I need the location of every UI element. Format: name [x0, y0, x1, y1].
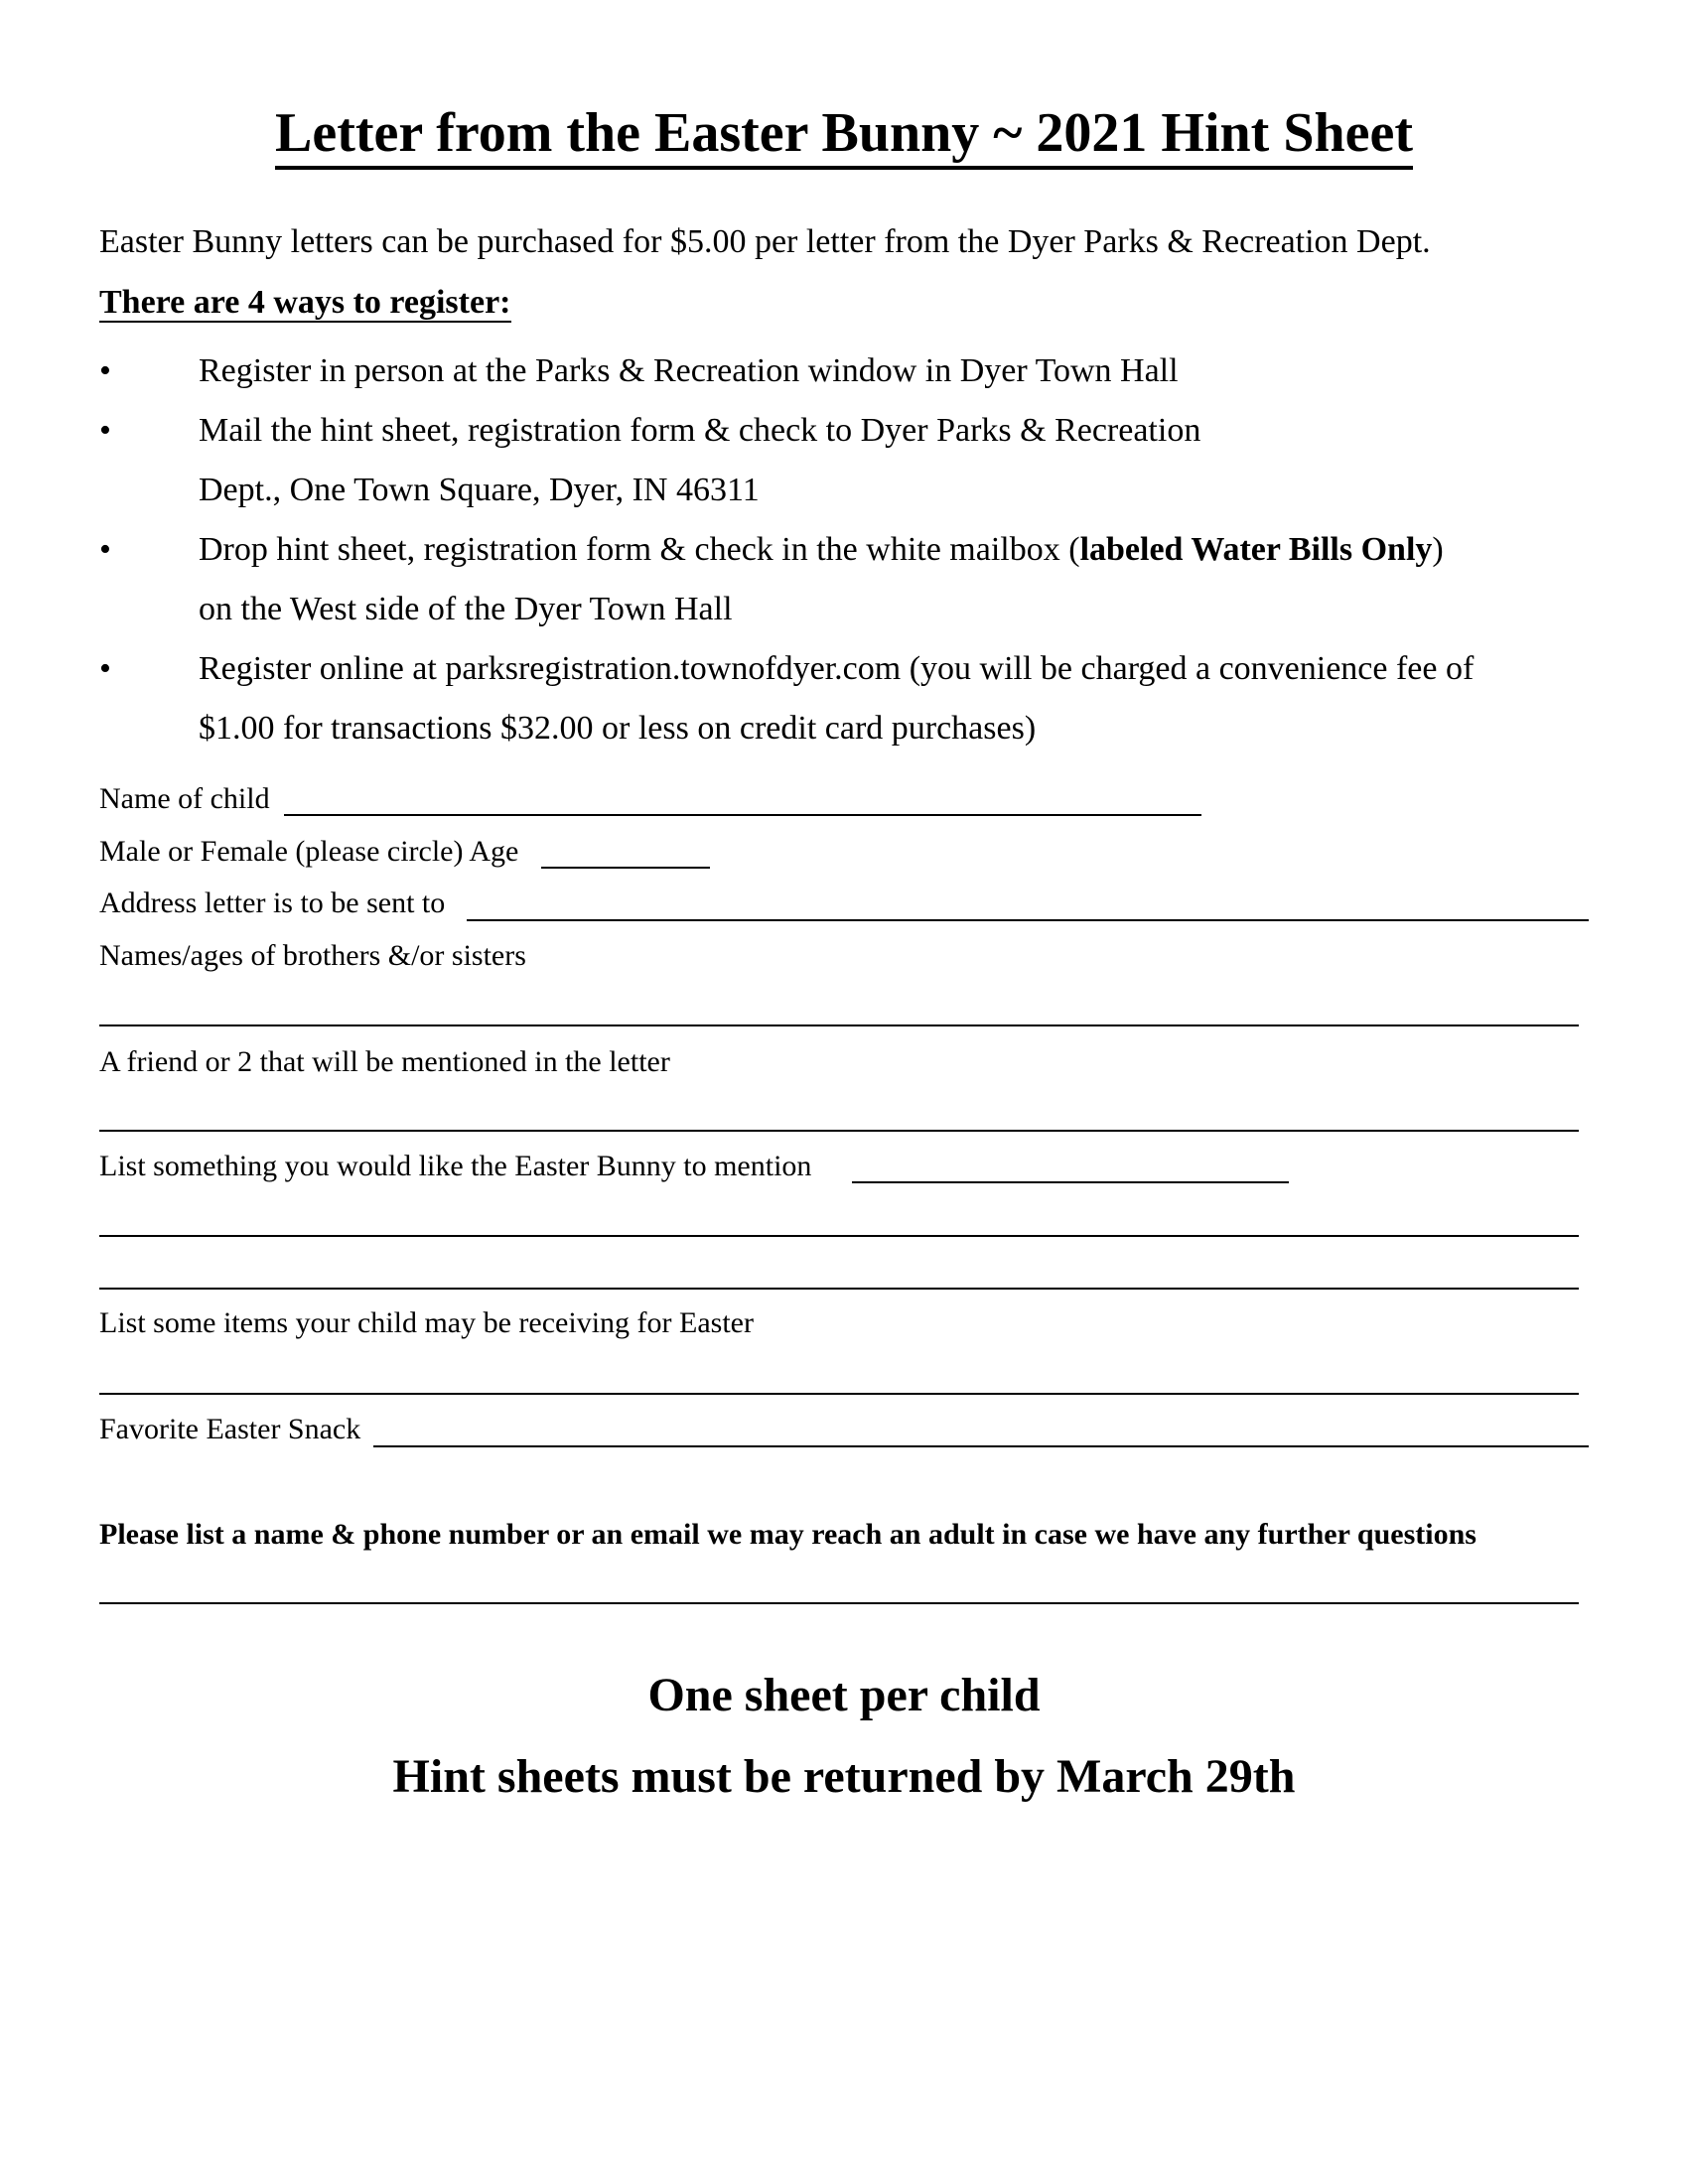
- friends-line[interactable]: [99, 1130, 1579, 1132]
- way-item-online: [99, 639, 1589, 758]
- age-line[interactable]: [541, 867, 710, 869]
- contact-prompt: Please list a name & phone number or an email we may reach an adult in case we have any further questions: [99, 1518, 1477, 1551]
- way-text-line1: Mail the hint sheet, registration form & check to Dyer Parks & Recreation: [199, 412, 1201, 449]
- address-line[interactable]: [467, 919, 1589, 921]
- page-title-text: Letter from the Easter Bunny ~ 2021 Hint Sheet: [275, 102, 1413, 170]
- way-text-part: ): [1432, 531, 1444, 568]
- page-title: [0, 97, 1688, 169]
- way-text-line1: Register online at parksregistration.townofdyer.com (you will be charged a convenience fee of: [199, 650, 1475, 687]
- items-label: List some items your child may be receiving for Easter: [99, 1306, 754, 1339]
- ways-heading-text: There are 4 ways to register:: [99, 284, 511, 321]
- siblings-label: Names/ages of brothers &/or sisters: [99, 939, 526, 972]
- siblings-line[interactable]: [99, 1024, 1579, 1026]
- friends-label: A friend or 2 that will be mentioned in the letter: [99, 1045, 670, 1078]
- way-text: [199, 639, 1668, 758]
- items-line[interactable]: [99, 1393, 1579, 1395]
- footer-line-2: Hint sheets must be returned by March 29th: [392, 1750, 1296, 1803]
- name-of-child-label: Name of child: [99, 782, 270, 815]
- male-female-age-label: Male or Female (please circle) Age: [99, 835, 519, 868]
- footer-line-1: One sheet per child: [647, 1669, 1041, 1721]
- way-text-line1: [199, 520, 1668, 580]
- bullet-icon: •: [99, 650, 111, 687]
- snack-label: Favorite Easter Snack: [99, 1413, 361, 1445]
- address-label: Address letter is to be sent to: [99, 887, 446, 919]
- mention-label: List something you would like the Easter Bunny to mention: [99, 1150, 812, 1182]
- mention-line-3[interactable]: [99, 1288, 1579, 1290]
- way-text: [199, 401, 1668, 520]
- way-text-line2: Dept., One Town Square, Dyer, IN 46311: [199, 472, 760, 508]
- bullet-icon: •: [99, 531, 111, 568]
- name-of-child-line[interactable]: [284, 814, 1201, 816]
- snack-line[interactable]: [373, 1445, 1589, 1447]
- ways-heading: [99, 281, 511, 325]
- bullet-icon: •: [99, 412, 111, 449]
- mention-line-2[interactable]: [99, 1235, 1579, 1237]
- mention-line[interactable]: [852, 1181, 1289, 1183]
- way-text-line2: $1.00 for transactions $32.00 or less on credit card purchases): [199, 710, 1037, 747]
- way-item-dropbox: [99, 520, 1589, 639]
- contact-line[interactable]: [99, 1602, 1579, 1604]
- way-text-bold: labeled Water Bills Only: [1079, 531, 1433, 568]
- way-text-part: Drop hint sheet, registration form & check in the white mailbox (: [199, 531, 1080, 568]
- way-item-in-person: [99, 341, 1589, 401]
- way-text: Register in person at the Parks & Recreation window in Dyer Town Hall: [199, 352, 1179, 389]
- way-text-line2: on the West side of the Dyer Town Hall: [199, 591, 733, 627]
- way-text: [199, 520, 1668, 639]
- intro-text: Easter Bunny letters can be purchased for $5.00 per letter from the Dyer Parks & Recreation Dept.: [99, 223, 1431, 260]
- way-item-mail: [99, 401, 1589, 520]
- bullet-icon: •: [99, 352, 111, 389]
